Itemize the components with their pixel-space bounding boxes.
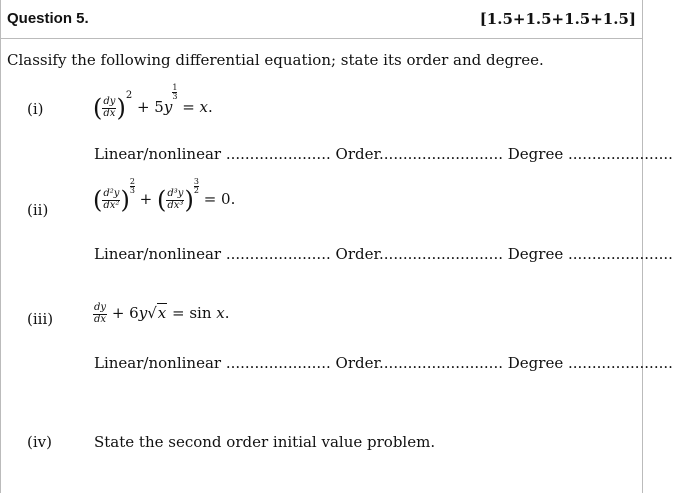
degree-label: Degree [507, 354, 564, 372]
item-number: (iv) [27, 433, 52, 451]
order-label: Order [335, 145, 380, 163]
answer-blank: ...................... [568, 145, 673, 163]
linear-nonlinear-label: Linear/nonlinear [94, 145, 222, 163]
answer-blank: ...................... [568, 354, 673, 372]
item-iv-text: State the second order initial value problem. [94, 433, 436, 451]
answer-line [94, 245, 673, 263]
item-number: (i) [27, 100, 44, 118]
marks-allocation: [1.5+1.5+1.5+1.5] [479, 10, 636, 28]
equation-ii: ( $\frac{\text{d²y}}{\text{dx²}}$ ) $\frac{2}{3}$ + ( $\frac{\text{d³y}}{\text{dx³}}$ ) $\frac{3}{2}$ = 0. [93, 177, 236, 214]
degree-label: Degree [507, 145, 564, 163]
answer-blank: ...................... [225, 354, 331, 372]
answer-blank: ...................... [225, 145, 331, 163]
answer-blank: ...................... [568, 245, 673, 263]
question-header [1, 0, 642, 39]
order-label: Order [335, 245, 380, 263]
item-number: (iii) [27, 310, 54, 328]
order-label: Order [335, 354, 380, 372]
question-title: Question 5. [7, 10, 89, 27]
linear-nonlinear-label: Linear/nonlinear [94, 354, 222, 372]
instruction-text: Classify the following differential equation; state its order and degree. [7, 51, 544, 69]
item-number: (ii) [27, 201, 49, 219]
degree-label: Degree [507, 245, 564, 263]
answer-line [94, 145, 673, 163]
answer-blank: .......................... [379, 354, 503, 372]
answer-blank: .......................... [379, 245, 503, 263]
equation-i: ( $\frac{dy}{dx}$ )$^2$ + 5y $\frac{1}{3}$ = x. [93, 83, 213, 122]
answer-line [94, 354, 673, 372]
linear-nonlinear-label: Linear/nonlinear [94, 245, 222, 263]
answer-blank: ...................... [225, 245, 331, 263]
answer-blank: .......................... [379, 145, 503, 163]
equation-iii: $\frac{dy}{dx}$ + 6y√x = sin x. [94, 302, 230, 325]
